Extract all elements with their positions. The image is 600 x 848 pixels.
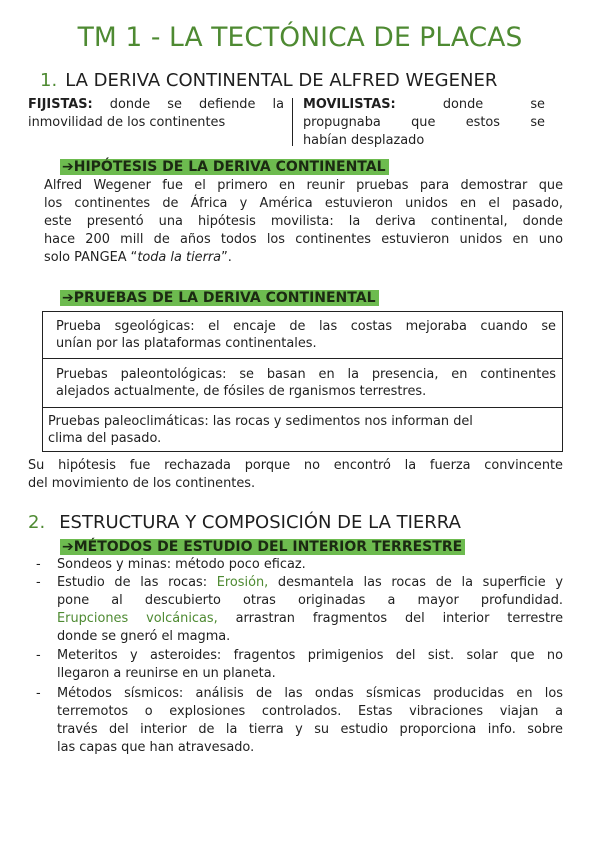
fijistas-text-1: donde se defiende la	[109, 97, 284, 112]
erupciones-term: Erupciones volcánicas,	[57, 611, 218, 626]
prueba-geologica-line-1: Prueba sgeológicas: el encaje de las costas mejoraba cuando se	[56, 319, 556, 334]
hipotesis-line: Alfred Wegener fue el primero en reunir pruebas para demostrar que	[44, 178, 563, 193]
rocas-l2: pone al descubierto otras originadas a mayor profundidad.	[57, 593, 563, 608]
prueba-geologica-box	[42, 311, 563, 359]
list-item-sondeos	[57, 556, 563, 574]
section-1-heading	[40, 70, 497, 91]
prueba-geologica-line-2: unían por las plataformas continentales.	[56, 336, 317, 351]
list-item-meteoritos	[57, 647, 563, 683]
bullet-dash: -	[36, 575, 41, 590]
sismicos-l3: través del interior de la tierra y su estudio proporciona info. sobre	[57, 722, 563, 737]
hipotesis-paragraph	[44, 177, 563, 267]
column-divider	[292, 98, 293, 146]
rocas-l1-end: desmantela las rocas de la superficie y	[268, 575, 563, 590]
sismicos-l1: Métodos sísmicos: análisis de las ondas sísmicas producidas en los	[57, 686, 563, 701]
pruebas-heading: ➔PRUEBAS DE LA DERIVA CONTINENTAL	[60, 290, 379, 306]
page-title: TM 1 - LA TECTÓNICA DE PLACAS	[77, 22, 523, 53]
movilistas-definition	[303, 96, 545, 150]
section-1-number: 1.	[40, 70, 58, 91]
rocas-l3-end: arrastran fragmentos del interior terrestre	[217, 611, 563, 626]
list-item-sismicos	[57, 685, 563, 757]
meteoritos-l1: Meteritos y asteroides: fragentos primigenios del sist. solar que no	[57, 648, 563, 663]
erosion-term: Erosión,	[216, 575, 269, 590]
section-2-heading	[28, 512, 461, 533]
bullet-dash: -	[36, 557, 41, 572]
movilistas-text-3: habían desplazado	[303, 133, 425, 148]
rocas-l1-start: Estudio de las rocas:	[57, 575, 217, 590]
movilistas-term: MOVILISTAS:	[303, 97, 396, 112]
fijistas-text-2: inmovilidad de los continentes	[28, 115, 226, 130]
hipotesis-heading: ➔HIPÓTESIS DE LA DERIVA CONTINENTAL	[60, 159, 389, 175]
prueba-paleontologica-line-2: alejados actualmente, de fósiles de rganismos terrestres.	[56, 384, 427, 399]
hipotesis-last-end: ”.	[221, 250, 232, 265]
section-2-title: ESTRUCTURA Y COMPOSICIÓN DE LA TIERRA	[59, 512, 461, 533]
hipotesis-line: los continentes de África y América estuvieron unidos en el pasado,	[44, 196, 563, 211]
bullet-dash: -	[36, 648, 41, 663]
hipotesis-line: hace 200 mill de años todos los continentes estuvieron unidos en uno	[44, 232, 563, 247]
sismicos-l4: las capas que han atravesado.	[57, 740, 255, 755]
conclusion-line-1: Su hipótesis fue rechazada porque no encontró la fuerza convincente	[28, 458, 563, 473]
prueba-paleontologica-box	[42, 358, 563, 408]
hipotesis-heading-row	[60, 156, 389, 176]
toda-la-tierra-quote: toda la tierra	[137, 250, 222, 265]
list-item-rocas	[57, 574, 563, 646]
movilistas-text-2: propugnaba que estos se	[303, 115, 545, 130]
prueba-paleoclimatica-box	[42, 407, 563, 452]
sismicos-l2: terremotos o explosiones controlados. Estas vibraciones viajan a	[57, 704, 563, 719]
section-2-number: 2.	[28, 512, 46, 533]
pruebas-heading-row	[60, 287, 379, 307]
prueba-paleontologica-line-1: Pruebas paleontológicas: se basan en la presencia, en continentes	[56, 367, 556, 382]
meteoritos-l2: llegaron a reunirse en un planeta.	[57, 666, 276, 681]
metodos-heading: ➔MÉTODOS DE ESTUDIO DEL INTERIOR TERRESTRE	[60, 539, 465, 555]
prueba-paleoclimatica-line-2: clima del pasado.	[48, 431, 162, 446]
conclusion-line-2: del movimiento de los continentes.	[28, 476, 256, 491]
sondeos-text: Sondeos y minas: método poco eficaz.	[57, 557, 306, 572]
hipotesis-line: este presentó una hipótesis movilista: la deriva continental, donde	[44, 214, 563, 229]
bullet-dash: -	[36, 686, 41, 701]
prueba-paleoclimatica-line-1: Pruebas paleoclimáticas: las rocas y sedimentos nos informan del	[48, 414, 473, 429]
rocas-l4: donde se gneró el magma.	[57, 629, 231, 644]
fijistas-term: FIJISTAS:	[28, 97, 93, 112]
movilistas-text-1: donde se	[442, 97, 545, 112]
fijistas-definition	[28, 96, 284, 132]
conclusion-paragraph	[28, 457, 563, 493]
hipotesis-last-start: solo PANGEA “	[44, 250, 138, 265]
metodos-heading-row	[60, 536, 465, 556]
section-1-title: LA DERIVA CONTINENTAL DE ALFRED WEGENER	[65, 70, 498, 91]
metodos-list	[36, 556, 564, 766]
